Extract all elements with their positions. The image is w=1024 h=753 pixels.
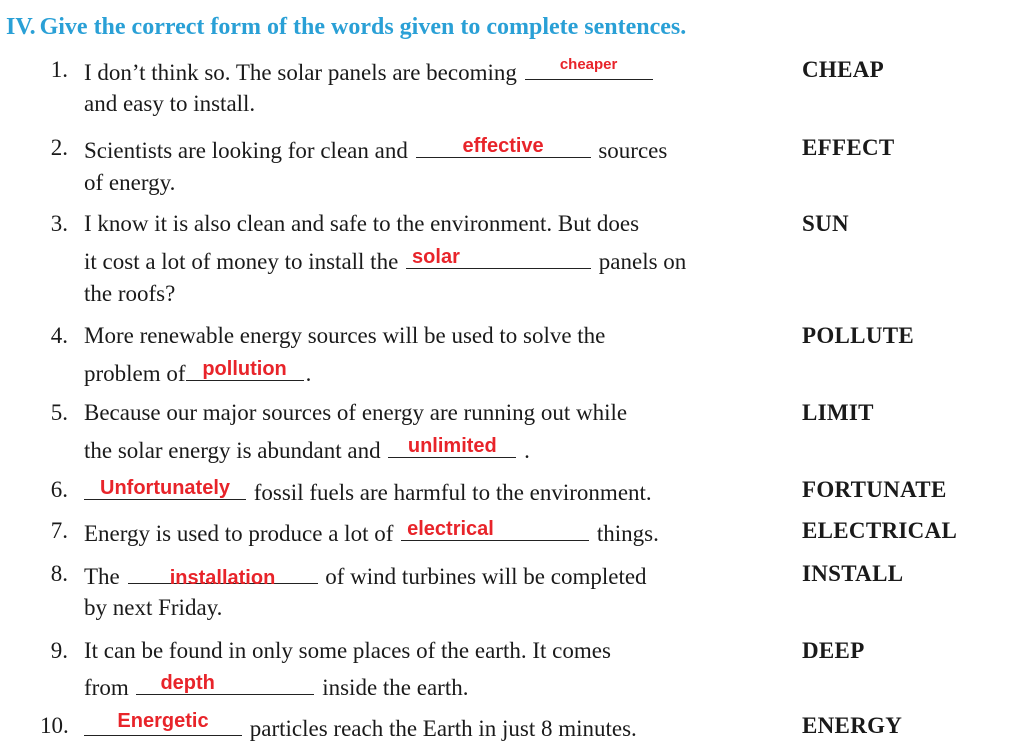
answer-text: pollution bbox=[202, 358, 287, 380]
item-2-line-1: Scientists are looking for clean and effective sources bbox=[84, 135, 668, 163]
given-word: SUN bbox=[802, 211, 849, 236]
item-8-line-1: The installation of wind turbines will be completed bbox=[84, 561, 647, 590]
item-3-line-1: I know it is also clean and safe to the environment. But does bbox=[84, 211, 640, 236]
given-word: FORTUNATE bbox=[802, 477, 947, 502]
given-word: INSTALL bbox=[802, 561, 904, 586]
answer-text: electrical bbox=[407, 518, 494, 540]
answer-blank[interactable] bbox=[406, 246, 591, 269]
item-number: 6. bbox=[50, 477, 68, 502]
item-number: 7. bbox=[50, 518, 68, 543]
item-2-line-2: of energy. bbox=[84, 170, 176, 195]
item-5-line-1: Because our major sources of energy are running out while bbox=[84, 400, 628, 425]
item-number: 10. bbox=[40, 713, 69, 738]
item-number: 2. bbox=[50, 135, 68, 160]
answer-blank[interactable] bbox=[401, 518, 589, 541]
section-number: IV. bbox=[6, 14, 36, 40]
cut-off-previous-line bbox=[80, 0, 640, 4]
answer-text: Unfortunately bbox=[100, 477, 230, 499]
section-instruction: Give the correct form of the words given to complete sentences. bbox=[39, 14, 687, 40]
item-1-line-2: and easy to install. bbox=[84, 91, 256, 116]
answer-blank[interactable] bbox=[388, 435, 516, 458]
given-word: CHEAP bbox=[802, 57, 884, 82]
item-7-line-1: Energy is used to produce a lot of electrical things. bbox=[84, 518, 659, 546]
item-5-line-2: the solar energy is abundant and unlimited . bbox=[84, 435, 530, 463]
item-number: 1. bbox=[50, 57, 68, 82]
answer-blank[interactable] bbox=[84, 477, 246, 500]
item-3-line-2: it cost a lot of money to install the solar panels on bbox=[84, 246, 687, 274]
answer-blank[interactable] bbox=[186, 358, 304, 381]
item-9-line-2: from depth inside the earth. bbox=[84, 672, 469, 700]
section-title bbox=[6, 14, 686, 41]
answer-blank[interactable] bbox=[84, 710, 242, 736]
answer-blank[interactable] bbox=[525, 57, 653, 80]
given-word: POLLUTE bbox=[802, 323, 915, 348]
item-3-line-3: the roofs? bbox=[84, 281, 176, 306]
item-9-line-1: It can be found in only some places of the earth. It comes bbox=[84, 638, 611, 663]
given-word: LIMIT bbox=[802, 400, 874, 425]
item-number: 9. bbox=[50, 638, 68, 663]
item-number: 4. bbox=[50, 323, 68, 348]
given-word: ELECTRICAL bbox=[802, 518, 958, 543]
item-10-line-1: Energetic particles reach the Earth in just 8 minutes. bbox=[84, 713, 637, 742]
item-number: 3. bbox=[50, 211, 68, 236]
item-4-line-1: More renewable energy sources will be used to solve the bbox=[84, 323, 606, 348]
item-4-line-2: problem of pollution . bbox=[84, 358, 312, 386]
item-number: 8. bbox=[50, 561, 68, 586]
item-number: 5. bbox=[50, 400, 68, 425]
answer-text: Energetic bbox=[117, 710, 209, 732]
item-6-line-1: Unfortunately fossil fuels are harmful to the environment. bbox=[84, 477, 652, 506]
answer-text: unlimited bbox=[407, 435, 497, 457]
answer-blank[interactable] bbox=[416, 135, 591, 158]
answer-text: solar bbox=[412, 246, 460, 268]
item-1-line-1: I don’t think so. The solar panels are becoming cheaper bbox=[84, 57, 655, 86]
given-word: DEEP bbox=[802, 638, 865, 663]
answer-text: installation bbox=[169, 567, 276, 589]
answer-text: depth bbox=[160, 672, 215, 694]
answer-blank[interactable] bbox=[128, 561, 318, 589]
answer-text: cheaper bbox=[559, 56, 618, 73]
item-8-line-2: by next Friday. bbox=[84, 595, 223, 620]
answer-text: effective bbox=[462, 135, 544, 157]
given-word: ENERGY bbox=[802, 713, 903, 738]
answer-blank[interactable] bbox=[136, 672, 314, 695]
given-word: EFFECT bbox=[802, 135, 895, 160]
